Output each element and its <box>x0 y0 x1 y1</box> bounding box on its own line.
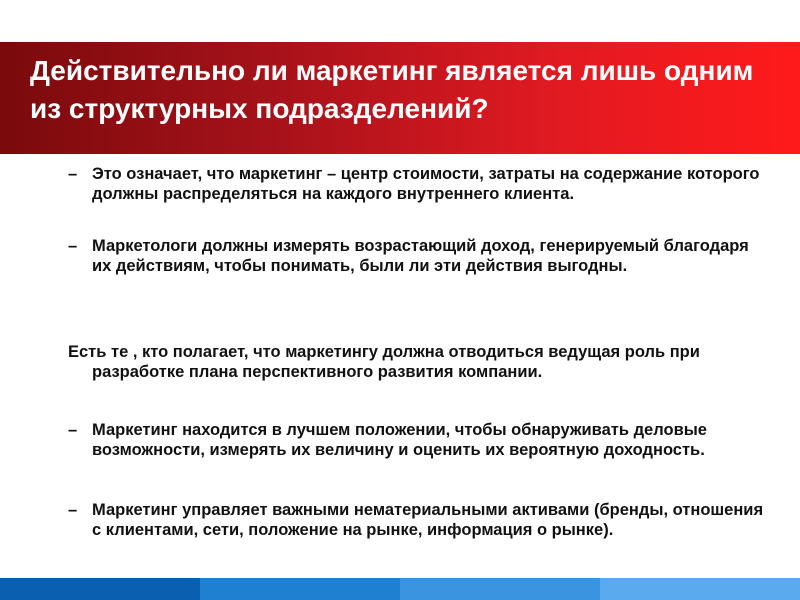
footer-segment <box>400 578 600 600</box>
bullet-text-2: Маркетологи должны измерять возрастающий доход, генерируемый благодаря их действиям, чтобы понимать, были ли эти действия выгодны. <box>92 237 749 275</box>
main-paragraph <box>68 342 758 382</box>
slide-title: Действительно ли маркетинг является лишь одним из структурных подразделений? <box>30 55 754 124</box>
main-paragraph-text: Есть те , кто полагает, что маркетингу должна отводиться ведущая роль при разработке плана перспективного развития компании. <box>68 343 700 381</box>
bullet-dash: – <box>68 501 78 519</box>
bullet-text-1: Это означает, что маркетинг – центр стоимости, затраты на содержание которого должны распределяться на каждого внутреннего клиента. <box>92 165 760 203</box>
footer-segment <box>600 578 800 600</box>
footer-segment <box>0 578 200 600</box>
bullet-dash: – <box>68 237 78 255</box>
bullet-text-3: Маркетинг находится в лучшем положении, чтобы обнаруживать деловые возможности, измерять их величину и оценить их вероятную доходность. <box>92 421 707 459</box>
footer-segment <box>200 578 400 600</box>
footer-bar <box>0 578 800 600</box>
bullet-dash: – <box>68 421 78 439</box>
bullet-dash: – <box>68 165 78 183</box>
bullet-text-4: Маркетинг управляет важными нематериальными активами (бренды, отношения с клиентами, сети, положение на рынке, информация о рынке). <box>92 501 764 539</box>
